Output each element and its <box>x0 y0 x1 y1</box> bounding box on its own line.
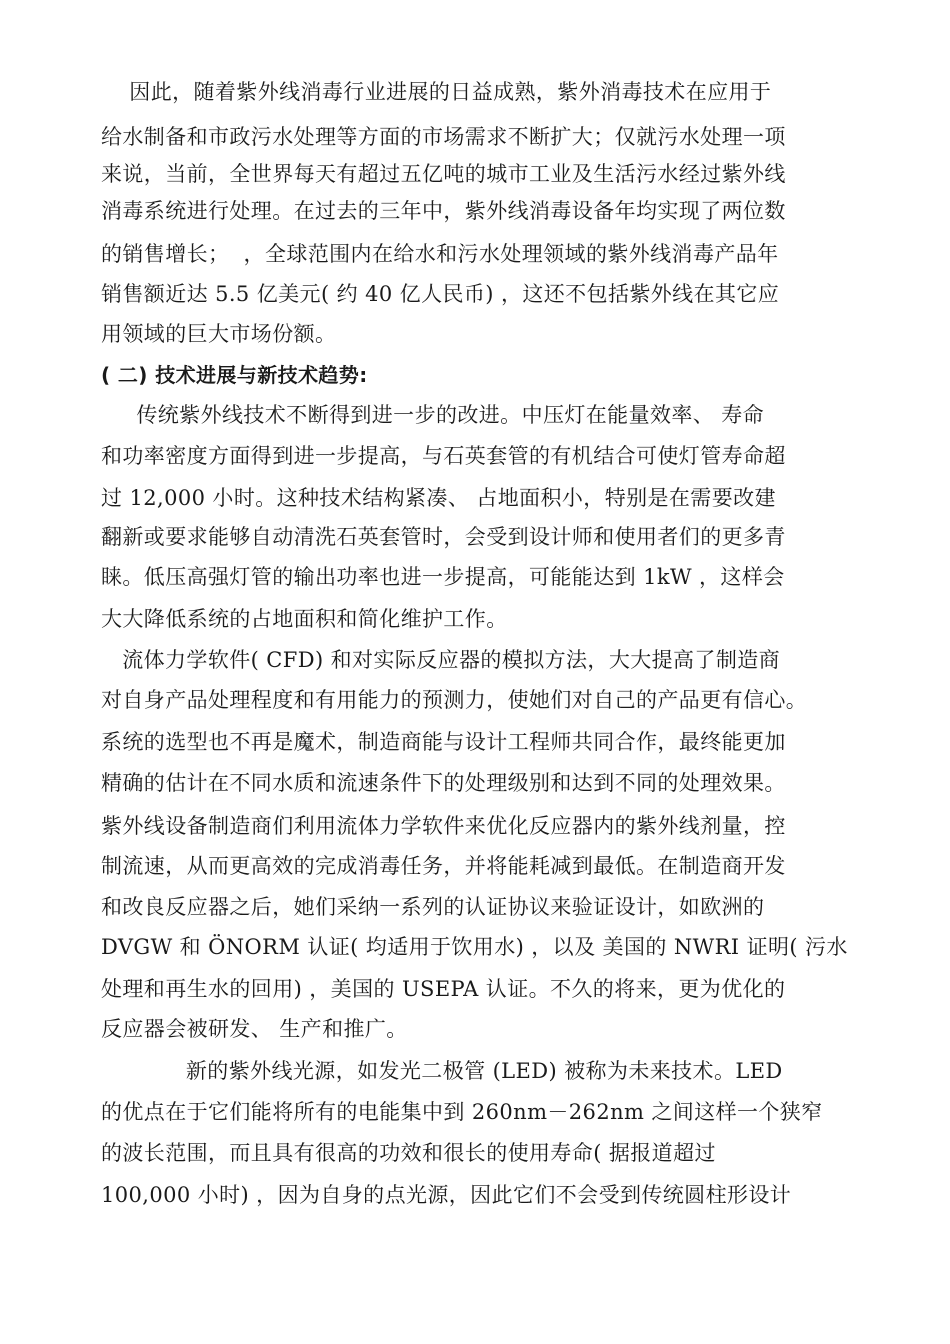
paragraph-line: 大大降低系统的占地面积和简化维护工作。 <box>101 607 508 631</box>
paragraph-line: 传统紫外线技术不断得到进一步的改进。中压灯在能量效率、 寿命 <box>101 403 765 427</box>
paragraph-line: 和改良反应器之后，她们采纳一系列的认证协议来验证设计，如欧洲的 <box>101 895 765 919</box>
paragraph-line: 100,000 小时) ，因为自身的点光源，因此它们不会受到传统圆柱形设计 <box>101 1183 792 1207</box>
section-heading: ( 二) 技术进展与新技术趋势: <box>101 363 368 387</box>
paragraph-line: 给水制备和市政污水处理等方面的市场需求不断扩大；仅就污水处理一项 <box>101 125 786 149</box>
paragraph-line: 的波长范围，而且具有很高的功效和很长的使用寿命( 据报道超过 <box>101 1141 716 1165</box>
paragraph-line: 睐。低压高强灯管的输出功率也进一步提高，可能能达到 1kW ，这样会 <box>101 565 785 589</box>
paragraph-line: 反应器会被研发、 生产和推广。 <box>101 1017 408 1041</box>
paragraph-line: 用领域的巨大市场份额。 <box>101 322 337 346</box>
paragraph-line: 销售额近达 5.5 亿美元( 约 40 亿人民币) ，这还不包括紫外线在其它应 <box>101 282 780 306</box>
paragraph-line: 和功率密度方面得到进一步提高，与石英套管的有机结合可使灯管寿命超 <box>101 444 786 468</box>
paragraph-line: 紫外线设备制造商们利用流体力学软件来优化反应器内的紫外线剂量，控 <box>101 814 786 838</box>
paragraph-line: 的销售增长； ，全球范围内在给水和污水处理领域的紫外线消毒产品年 <box>101 242 779 266</box>
paragraph-line: DVGW 和 ÖNORM 认证( 均适用于饮用水) ，以及 美国的 NWRI 证明( 污水 <box>101 935 848 959</box>
paragraph-line: 过 12,000 小时。这种技术结构紧凑、 占地面积小，特别是在需要改建 <box>101 486 776 510</box>
paragraph-line: 因此，随着紫外线消毒行业进展的日益成熟，紫外消毒技术在应用于 <box>101 80 772 104</box>
paragraph-line: 制流速，从而更高效的完成消毒任务，并将能耗减到最低。在制造商开发 <box>101 854 786 878</box>
paragraph-line: 消毒系统进行处理。在过去的三年中，紫外线消毒设备年均实现了两位数 <box>101 199 786 223</box>
paragraph-line: 处理和再生水的回用) ，美国的 USEPA 认证。不久的将来，更为优化的 <box>101 977 786 1001</box>
paragraph-line: 系统的选型也不再是魔术，制造商能与设计工程师共同合作，最终能更加 <box>101 730 786 754</box>
paragraph-line: 新的紫外线光源，如发光二极管 (LED) 被称为未来技术。LED <box>101 1059 783 1083</box>
paragraph-line: 翻新或要求能够自动清洗石英套管时，会受到设计师和使用者们的更多青 <box>101 525 786 549</box>
paragraph-line: 对自身产品处理程度和有用能力的预测力，使她们对自己的产品更有信心。 <box>101 688 808 712</box>
paragraph-line: 的优点在于它们能将所有的电能集中到 260nm－262nm 之间这样一个狭窄 <box>101 1100 823 1124</box>
paragraph-line: 来说，当前，全世界每天有超过五亿吨的城市工业及生活污水经过紫外线 <box>101 162 786 186</box>
paragraph-line: 精确的估计在不同水质和流速条件下的处理级别和达到不同的处理效果。 <box>101 771 786 795</box>
paragraph-line: 流体力学软件( CFD) 和对实际反应器的模拟方法，大大提高了制造商 <box>101 648 781 672</box>
